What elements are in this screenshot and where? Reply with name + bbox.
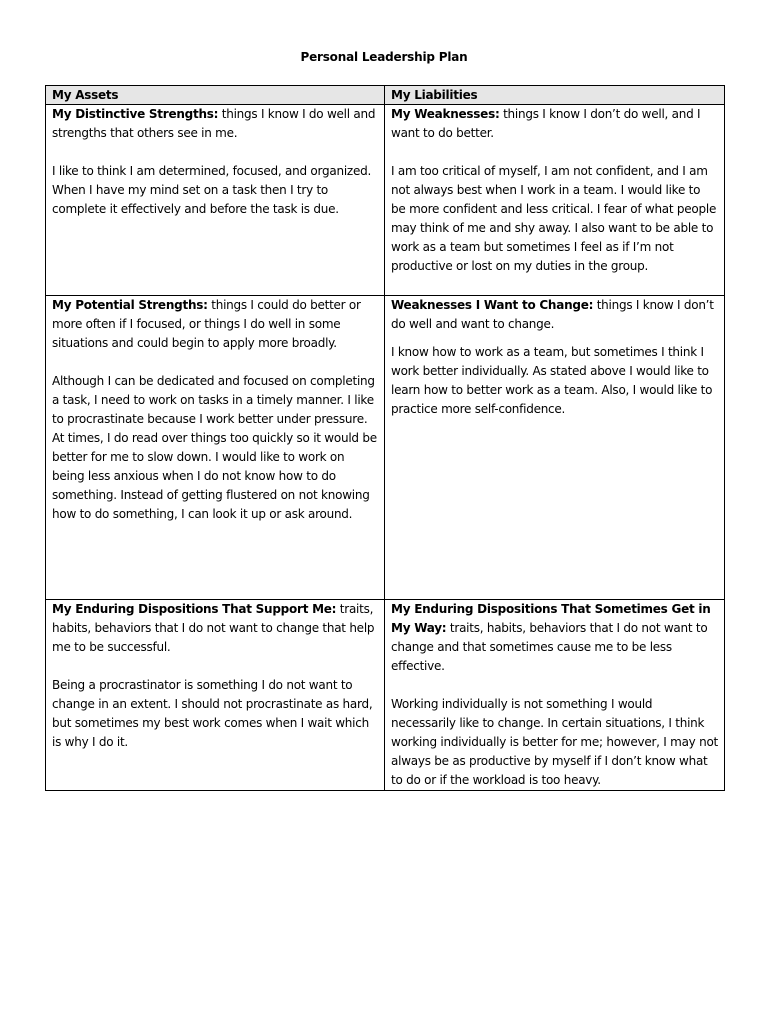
cell-potential-strengths — [46, 296, 385, 600]
cell-prompt — [52, 600, 378, 657]
cell-body: Although I can be dedicated and focused on completing a task, I need to work on tasks in a timely manner. I like to procrastinate because I work better under pressure. At times, I do read over things too quickly so it would be better for me to slow down. I would like to work on being less anxious when I do not know how to do something. Instead of getting flustered on not knowing how to do something, I can look it up or ask around. — [52, 374, 377, 521]
cell-prompt — [391, 105, 718, 143]
table-row — [46, 296, 725, 600]
cell-prompt-text: traits, habits, behaviors that I do not want to change and that sometimes cause me to be less effective. — [391, 621, 708, 673]
cell-body: I like to think I am determined, focused, and organized. When I have my mind set on a task then I try to complete it effectively and before the task is due. — [52, 164, 372, 216]
cell-prompt — [391, 600, 718, 676]
cell-heading: My Distinctive Strengths: — [52, 107, 219, 121]
cell-heading: My Potential Strengths: — [52, 298, 208, 312]
cell-prompt — [391, 296, 718, 334]
cell-prompt-text: things I know I don’t do well, and I want to do better. — [391, 107, 701, 140]
table-row — [46, 600, 725, 791]
cell-prompt-text: things I could do better or more often if I focused, or things I do well in some situations and could begin to apply more broadly. — [52, 298, 361, 350]
cell-weaknesses — [385, 105, 725, 296]
page-title: Personal Leadership Plan — [300, 50, 468, 64]
column-header-assets: My Assets — [46, 86, 385, 105]
cell-body: Being a procrastinator is something I do not want to change in an extent. I should not procrastinate as hard, but sometimes my best work comes when I wait which is why I do it. — [52, 678, 373, 749]
cell-prompt — [52, 296, 378, 353]
column-header-liabilities: My Liabilities — [385, 86, 725, 105]
cell-heading: Weaknesses I Want to Change: — [391, 298, 594, 312]
table-header-row — [46, 86, 725, 105]
cell-heading: My Enduring Dispositions That Sometimes Get in My Way: — [391, 602, 711, 635]
cell-dispositions-support — [46, 600, 385, 791]
cell-body: I know how to work as a team, but sometimes I think I work better individually. As stated above I would like to learn how to better work as a team. Also, I would like to practice more self-confidence. — [391, 345, 713, 416]
cell-heading: My Weaknesses: — [391, 107, 500, 121]
cell-prompt-text: things I know I don’t do well and want to change. — [391, 298, 714, 331]
cell-prompt — [52, 105, 378, 143]
cell-dispositions-in-way — [385, 600, 725, 791]
cell-prompt-text: things I know I do well and strengths that others see in me. — [52, 107, 376, 140]
cell-distinctive-strengths — [46, 105, 385, 296]
cell-body: Working individually is not something I would necessarily like to change. In certain situations, I think working individually is better for me; however, I may not always be as productive by myself if I don’t know what to do or if the workload is too heavy. — [391, 697, 718, 787]
cell-heading: My Enduring Dispositions That Support Me: — [52, 602, 337, 616]
cell-prompt-text: traits, habits, behaviors that I do not want to change that help me to be successful. — [52, 602, 375, 654]
leadership-plan-table — [45, 85, 725, 791]
cell-weaknesses-to-change — [385, 296, 725, 600]
cell-body: I am too critical of myself, I am not confident, and I am not always best when I work in a team. I would like to be more confident and less critical. I fear of what people may think of me and shy away. I also want to be able to work as a team but sometimes I feel as if I’m not productive or lost on my duties in the group. — [391, 164, 717, 273]
table-row — [46, 105, 725, 296]
